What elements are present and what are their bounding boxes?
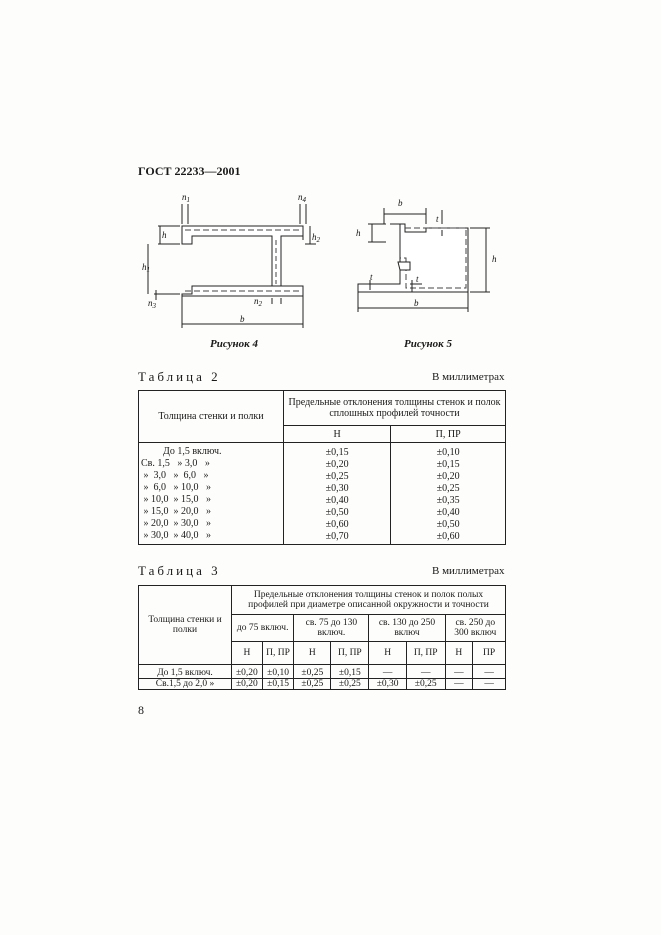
table-cell: ±0,50 bbox=[436, 519, 460, 530]
table-cell: ±0,25 bbox=[436, 483, 460, 494]
table-cell: — bbox=[473, 665, 506, 679]
table-cell: — bbox=[369, 665, 406, 679]
table-cell: ±0,50 bbox=[325, 507, 349, 518]
label-b-bottom: b bbox=[414, 298, 419, 308]
profile-figures bbox=[130, 188, 510, 358]
table-3-sub-header: ПР bbox=[473, 642, 506, 665]
label-b: b bbox=[240, 314, 245, 324]
table-cell: ±0,25 bbox=[406, 679, 445, 690]
table-cell: ±0,15 bbox=[436, 459, 460, 470]
table-cell: — bbox=[445, 679, 473, 690]
label-n3: $n_3$ bbox=[148, 298, 156, 310]
label-n2: $n_2$ bbox=[254, 296, 262, 308]
table-cell: ±0,25 bbox=[294, 679, 331, 690]
document-header: ГОСТ 22233—2001 bbox=[138, 164, 241, 178]
table-cell: ±0,30 bbox=[325, 483, 349, 494]
table-cell: ±0,15 bbox=[262, 679, 294, 690]
table-3-sub-header: Н bbox=[369, 642, 406, 665]
label-t-mid: t bbox=[416, 274, 419, 284]
label-h1: $h_1$ bbox=[142, 262, 150, 274]
table-cell: ±0,25 bbox=[325, 471, 349, 482]
table-row: До 1,5 включ. bbox=[139, 665, 232, 679]
table-3-title: Таблица 3 bbox=[138, 563, 221, 578]
table-row: » 6,0 » 10,0 » bbox=[141, 482, 211, 493]
table-cell: ±0,40 bbox=[325, 495, 349, 506]
table-cell: ±0,15 bbox=[331, 665, 369, 679]
table-3-sub-header: П, ПР bbox=[262, 642, 294, 665]
table-cell: ±0,60 bbox=[436, 531, 460, 542]
figure-5-caption: Рисунок 5 bbox=[404, 338, 452, 350]
figure-4-caption: Рисунок 4 bbox=[210, 338, 258, 350]
table-3-unit: В миллиметрах bbox=[432, 565, 505, 577]
table-cell: ±0,35 bbox=[436, 495, 460, 506]
page-number: 8 bbox=[138, 703, 144, 717]
table-2-sub-header: Н bbox=[284, 426, 391, 443]
table-row: Св.1,5 до 2,0 » bbox=[139, 679, 232, 690]
table-3-sub-header: Н bbox=[445, 642, 473, 665]
table-cell: — bbox=[406, 665, 445, 679]
table-row: » 30,0 » 40,0 » bbox=[141, 530, 211, 541]
figure-5-drawing bbox=[358, 208, 490, 312]
table-2-title: Таблица 2 bbox=[138, 369, 221, 384]
table-cell: ±0,60 bbox=[325, 519, 349, 530]
table-cell: ±0,10 bbox=[436, 447, 460, 458]
table-cell: — bbox=[473, 679, 506, 690]
label-n1: $n_1$ bbox=[182, 192, 190, 204]
table-2 bbox=[138, 390, 506, 545]
label-b-top: b bbox=[398, 198, 403, 208]
label-t-top: t bbox=[436, 214, 439, 224]
table-3-range-header: св. 250 до 300 включ bbox=[445, 615, 505, 642]
table-cell: ±0,20 bbox=[436, 471, 460, 482]
table-cell: ±0,10 bbox=[262, 665, 294, 679]
table-3-sub-header: П, ПР bbox=[406, 642, 445, 665]
table-3-sub-header: П, ПР bbox=[331, 642, 369, 665]
table-3-sub-header: Н bbox=[294, 642, 331, 665]
label-t-left: t bbox=[370, 272, 373, 282]
table-2-group-header: Предельные отклонения толщины стенок и полок сплошных профилей точности bbox=[284, 391, 506, 426]
label-n4: $n_4$ bbox=[298, 192, 306, 204]
table-3-sub-header: Н bbox=[232, 642, 263, 665]
label-h: h bbox=[162, 230, 167, 240]
table-3-range-header: св. 130 до 250 включ bbox=[369, 615, 445, 642]
table-3 bbox=[138, 585, 506, 690]
table-row: До 1,5 включ. bbox=[163, 446, 222, 457]
table-cell: ±0,30 bbox=[369, 679, 406, 690]
table-row: » 10,0 » 15,0 » bbox=[141, 494, 211, 505]
table-cell: ±0,40 bbox=[436, 507, 460, 518]
figure-4-drawing bbox=[148, 204, 316, 328]
table-cell: ±0,25 bbox=[294, 665, 331, 679]
table-cell: ±0,25 bbox=[331, 679, 369, 690]
table-cell: — bbox=[445, 665, 473, 679]
label-h-left: h bbox=[356, 228, 361, 238]
table-2-col1-header: Толщина стенки и полки bbox=[139, 391, 284, 443]
table-2-col1-values bbox=[141, 446, 281, 542]
table-row: » 15,0 » 20,0 » bbox=[141, 506, 211, 517]
table-row: Св. 1,5 » 3,0 » bbox=[141, 458, 210, 469]
table-3-col1-header: Толщина стенки и полки bbox=[139, 586, 232, 665]
label-h-right: h bbox=[492, 254, 497, 264]
table-cell: ±0,20 bbox=[232, 665, 263, 679]
table-cell: ±0,70 bbox=[325, 531, 349, 542]
table-3-group-header: Предельные отклонения толщины стенок и полок полых профилей при диаметре описанной окружности и точности bbox=[232, 586, 506, 615]
table-row: » 20,0 » 30,0 » bbox=[141, 518, 211, 529]
table-2-unit: В миллиметрах bbox=[432, 371, 505, 383]
label-h2: $h_2$ bbox=[312, 232, 320, 244]
table-2-sub-header: П, ПР bbox=[391, 426, 506, 443]
table-row: » 3,0 » 6,0 » bbox=[141, 470, 209, 481]
table-3-range-header: св. 75 до 130 включ. bbox=[294, 615, 369, 642]
table-cell: ±0,15 bbox=[325, 447, 349, 458]
table-3-range-header: до 75 включ. bbox=[232, 615, 294, 642]
table-cell: ±0,20 bbox=[325, 459, 349, 470]
table-cell: ±0,20 bbox=[232, 679, 263, 690]
